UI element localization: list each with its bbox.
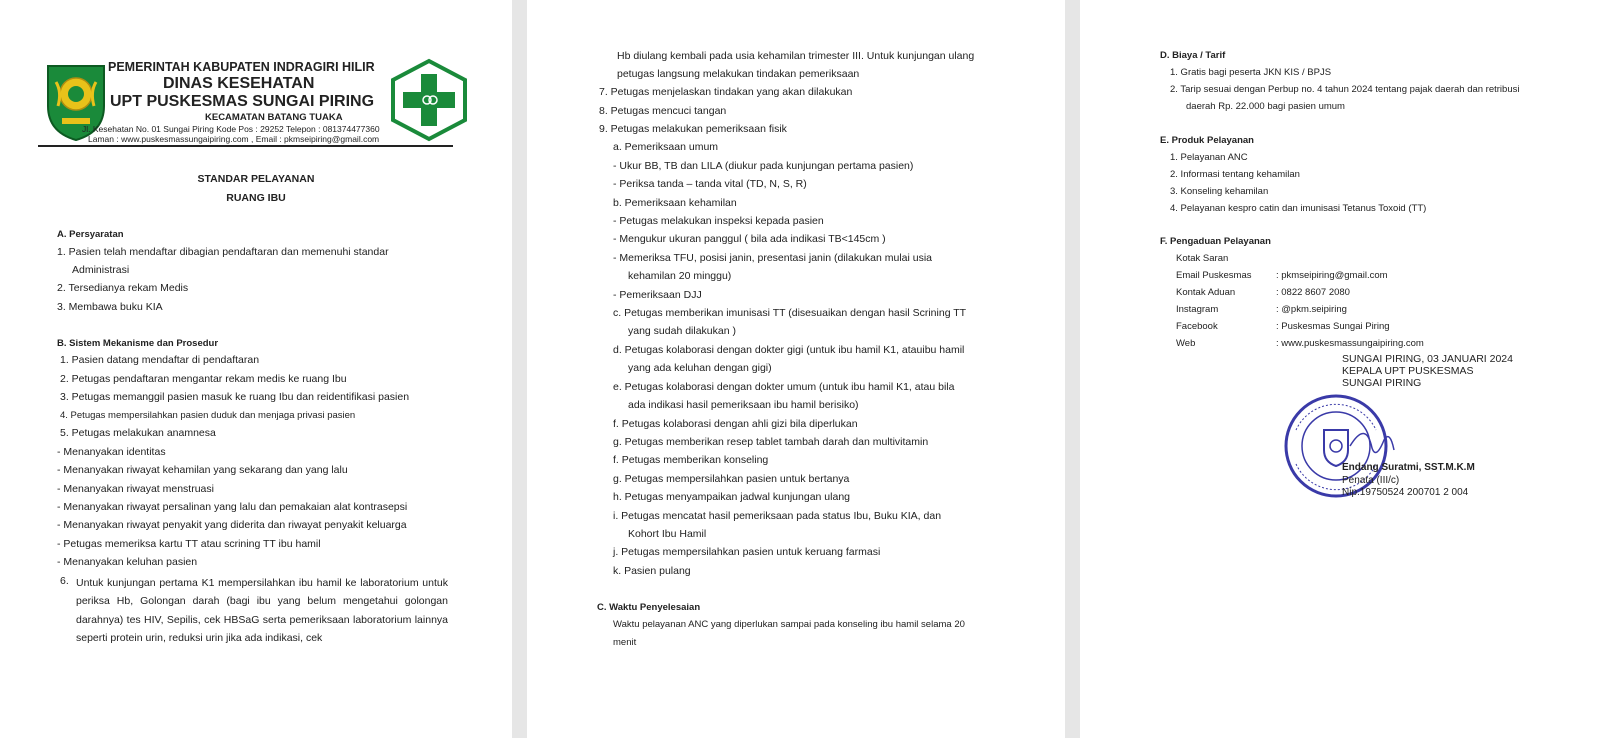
section-c-text: Waktu pelayanan ANC yang diperlukan sampai pada konseling ibu hamil selama 20 xyxy=(613,619,965,630)
procedure-line: yang sudah dilakukan ) xyxy=(628,325,736,337)
procedure-line: - Memeriksa TFU, posisi janin, presentasi janin (dilakukan mulai usia xyxy=(613,252,933,264)
section-b-title: B. Sistem Mekanisme dan Prosedur xyxy=(57,338,219,349)
section-b-item: - Petugas memeriksa kartu TT atau scrining TT ibu hamil xyxy=(57,538,321,550)
signatory-name: Endang Suratmi, SST.M.K.M xyxy=(1342,462,1475,473)
procedure-line: c. Petugas memberikan imunisasi TT (disesuaikan dengan hasil Scrining TT xyxy=(613,307,967,319)
section-c-text: menit xyxy=(613,637,637,648)
procedure-line: a. Pemeriksaan umum xyxy=(613,141,719,153)
header-department: DINAS KESEHATAN xyxy=(163,75,315,92)
procedure-line: kehamilan 20 minggu) xyxy=(628,270,732,282)
section-a-item: Administrasi xyxy=(72,264,130,276)
complaint-email: : pkmseipiring@gmail.com xyxy=(1276,270,1388,281)
complaint-label: Web xyxy=(1176,338,1196,349)
header-district: KECAMATAN BATANG TUAKA xyxy=(205,112,343,123)
section-b-item6-number: 6. xyxy=(60,575,69,587)
complaint-web: : www.puskesmassungaipiring.com xyxy=(1276,338,1424,349)
procedure-line: Hb diulang kembali pada usia kehamilan trimester III. Untuk kunjungan ulang xyxy=(617,50,975,62)
section-b-item: 4. Petugas mempersilahkan pasien duduk dan menjaga privasi pasien xyxy=(60,410,356,421)
procedure-line: - Petugas melakukan inspeksi kepada pasien xyxy=(613,215,824,227)
signature-role: SUNGAI PIRING xyxy=(1342,377,1422,389)
section-e-item: 2. Informasi tentang kehamilan xyxy=(1170,169,1300,180)
complaint-facebook: : Puskesmas Sungai Piring xyxy=(1276,321,1390,332)
header-divider xyxy=(38,145,453,147)
complaint-instagram: : @pkm.seipiring xyxy=(1276,304,1347,315)
complaint-phone: : 0822 8607 2080 xyxy=(1276,287,1350,298)
section-b-item: 2. Petugas pendaftaran mengantar rekam medis ke ruang Ibu xyxy=(60,373,347,385)
section-b-item: - Menanyakan riwayat penyakit yang diderita dan riwayat penyakit keluarga xyxy=(57,519,407,531)
procedure-line: 8. Petugas mencuci tangan xyxy=(599,105,727,117)
complaint-label: Instagram xyxy=(1176,304,1219,315)
procedure-line: f. Petugas kolaborasi dengan ahli gizi bila diperlukan xyxy=(613,418,858,430)
procedure-line: petugas langsung melakukan tindakan pemeriksaan xyxy=(617,68,860,80)
section-d-item: daerah Rp. 22.000 bagi pasien umum xyxy=(1186,101,1345,112)
document-page-1 xyxy=(0,0,512,738)
procedure-line: b. Pemeriksaan kehamilan xyxy=(613,197,737,209)
procedure-line: Kohort Ibu Hamil xyxy=(628,528,707,540)
procedure-line: g. Petugas mempersilahkan pasien untuk bertanya xyxy=(613,473,850,485)
section-b-item: 1. Pasien datang mendaftar di pendaftaran xyxy=(60,354,260,366)
section-b-item: 5. Petugas melakukan anamnesa xyxy=(60,427,216,439)
signature-role: KEPALA UPT PUSKESMAS xyxy=(1342,365,1474,377)
procedure-line: i. Petugas mencatat hasil pemeriksaan pada status Ibu, Buku KIA, dan xyxy=(613,510,942,522)
procedure-line: 7. Petugas menjelaskan tindakan yang akan dilakukan xyxy=(599,86,853,98)
section-d-item: 2. Tarip sesuai dengan Perbup no. 4 tahun 2024 tentang pajak daerah dan retribusi xyxy=(1170,84,1520,95)
section-b-item: - Menanyakan riwayat menstruasi xyxy=(57,483,214,495)
procedure-line: - Pemeriksaan DJJ xyxy=(613,289,702,301)
header-puskesmas: UPT PUSKESMAS SUNGAI PIRING xyxy=(110,93,375,110)
procedure-line: yang ada keluhan dengan gigi) xyxy=(628,362,772,374)
procedure-line: - Mengukur ukuran panggul ( bila ada indikasi TB<145cm ) xyxy=(613,233,886,245)
header-government: PEMERINTAH KABUPATEN INDRAGIRI HILIR xyxy=(108,60,375,74)
procedure-line: h. Petugas menyampaikan jadwal kunjungan ulang xyxy=(613,491,850,503)
section-b-item6-text: Untuk kunjungan pertama K1 mempersilahkan ibu hamil ke laboratorium untuk periksa Hb, Golongan darah (bagi ibu yang belum mengetahui golongan darahnya) tes HIV, Sepilis, cek HBSaG serta pemeriksaan laboratorium lainnya seperti protein urin, reduksi urin jika ada indikasi, cek xyxy=(76,577,448,644)
signatory-nip: Nip.19750524 200701 2 004 xyxy=(1342,487,1469,498)
section-c-title: C. Waktu Penyelesaian xyxy=(597,602,701,613)
section-a-item: 1. Pasien telah mendaftar dibagian pendaftaran dan memenuhi standar xyxy=(57,246,389,258)
section-b-item: - Menanyakan keluhan pasien xyxy=(57,556,198,568)
section-b-item: - Menanyakan identitas xyxy=(57,446,166,458)
complaint-label: Email Puskesmas xyxy=(1176,270,1252,281)
section-a-title: A. Persyaratan xyxy=(57,229,124,240)
section-b-item: - Menanyakan riwayat kehamilan yang sekarang dan yang lalu xyxy=(57,464,348,476)
section-b-item: 3. Petugas memanggil pasien masuk ke ruang Ibu dan reidentifikasi pasien xyxy=(60,391,410,403)
section-b-item: - Menanyakan riwayat persalinan yang lalu dan pemakaian alat kontrasepsi xyxy=(57,501,408,513)
section-d-title: D. Biaya / Tarif xyxy=(1160,50,1226,61)
puskesmas-logo-icon xyxy=(388,58,470,142)
document-title: STANDAR PELAYANAN xyxy=(197,173,315,185)
procedure-line: ada indikasi hasil pemeriksaan ibu hamil berisiko) xyxy=(628,399,859,411)
document-page-3 xyxy=(1080,0,1600,738)
section-a-item: 3. Membawa buku KIA xyxy=(57,301,163,313)
complaint-label: Facebook xyxy=(1176,321,1218,332)
procedure-line: - Periksa tanda – tanda vital (TD, N, S, R) xyxy=(613,178,807,190)
procedure-line: e. Petugas kolaborasi dengan dokter umum (untuk ibu hamil K1, atau bila xyxy=(613,381,955,393)
section-e-title: E. Produk Pelayanan xyxy=(1160,135,1254,146)
complaint-label: Kontak Aduan xyxy=(1176,287,1236,298)
section-e-item: 3. Konseling kehamilan xyxy=(1170,186,1269,197)
procedure-line: - Ukur BB, TB dan LILA (diukur pada kunjungan pertama pasien) xyxy=(613,160,914,172)
procedure-line: k. Pasien pulang xyxy=(613,565,691,577)
header-web-email: Laman : www.puskesmassungaipiring.com , Email : pkmseipiring@gmail.com xyxy=(88,134,380,144)
document-page-2 xyxy=(527,0,1065,738)
signatory-rank: Penata (III/c) xyxy=(1342,475,1400,486)
procedure-line: 9. Petugas melakukan pemeriksaan fisik xyxy=(599,123,787,135)
section-e-item: 1. Pelayanan ANC xyxy=(1170,152,1248,163)
complaint-label: Kotak Saran xyxy=(1176,253,1229,264)
procedure-line: f. Petugas memberikan konseling xyxy=(613,454,769,466)
section-e-item: 4. Pelayanan kespro catin dan imunisasi Tetanus Toxoid (TT) xyxy=(1170,203,1427,214)
section-a-item: 2. Tersedianya rekam Medis xyxy=(57,282,189,294)
header-address: Jl. Kesehatan No. 01 Sungai Piring Kode Pos : 29252 Telepon : 081374477360 xyxy=(82,124,380,134)
procedure-line: d. Petugas kolaborasi dengan dokter gigi (untuk ibu hamil K1, atauibu hamil xyxy=(613,344,965,356)
section-d-item: 1. Gratis bagi peserta JKN KIS / BPJS xyxy=(1170,67,1332,78)
procedure-line: g. Petugas memberikan resep tablet tambah darah dan multivitamin xyxy=(613,436,929,448)
section-f-title: F. Pengaduan Pelayanan xyxy=(1160,236,1271,247)
procedure-line: j. Petugas mempersilahkan pasien untuk keruang farmasi xyxy=(613,546,881,558)
signature-place-date: SUNGAI PIRING, 03 JANUARI 2024 xyxy=(1342,353,1513,365)
document-subtitle: RUANG IBU xyxy=(226,192,286,204)
